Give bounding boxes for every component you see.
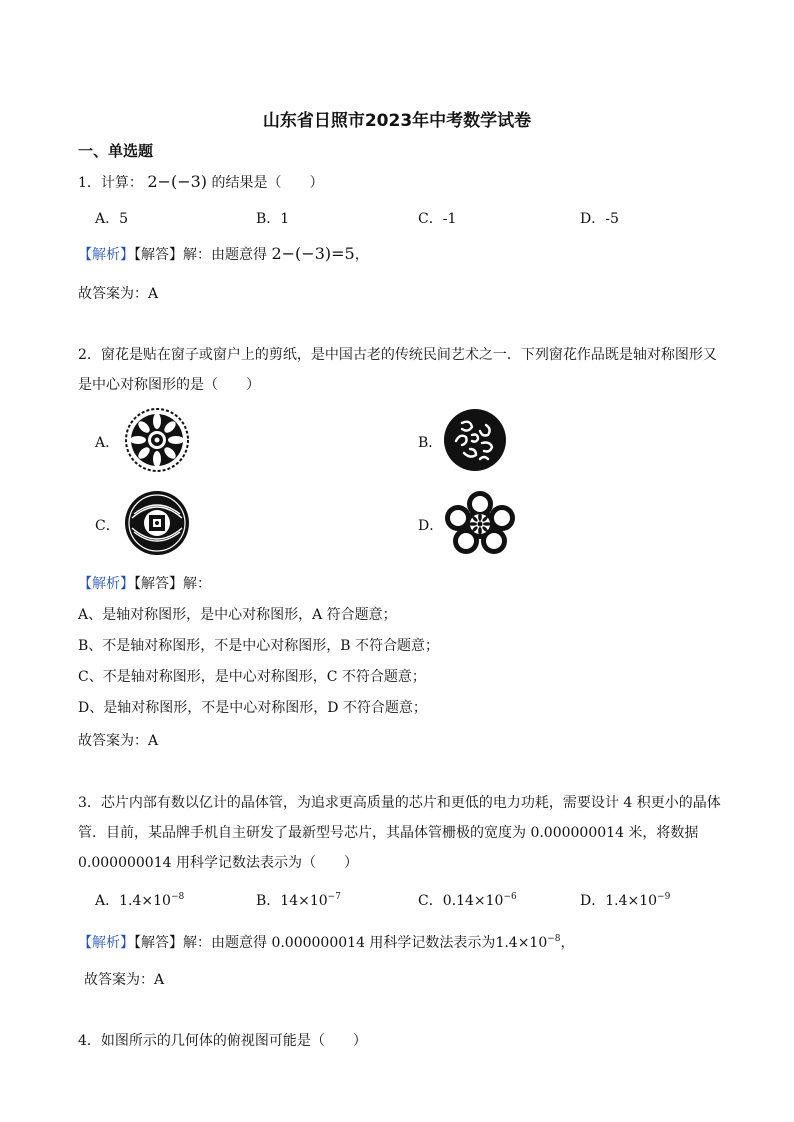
q3-option-c — [418, 890, 517, 910]
q2-solution-line-c: C、不是轴对称图形，是中心对称图形，C 不符合题意； — [78, 669, 426, 685]
q1-solution-prefix: 由题意得 — [211, 247, 267, 263]
q3-option-d-exponent: −9 — [657, 892, 671, 902]
q1-solution-suffix: ， — [354, 247, 369, 263]
q4-stem-line1: 4．如图所示的几何体的俯视图可能是（ ） — [78, 1033, 367, 1049]
q3-solution-prefix: 由题意得 0.000000014 用科学记数法表示为 — [211, 935, 496, 951]
answer-tag: 【解答】 — [134, 576, 183, 592]
q3-stem-line3: 0.000000014 用科学记数法表示为（ ） — [78, 855, 358, 871]
q3-option-b-label: B． — [256, 893, 281, 909]
section-heading: 一、单选题 — [78, 142, 154, 160]
q2-option-d-label: D． — [418, 518, 444, 534]
q1-solution-expression: 2−(−3)=5 — [271, 244, 355, 263]
q1-stem — [78, 172, 323, 192]
q2-solution-line-b: B、不是轴对称图形，不是中心对称图形，B 不符合题意； — [78, 638, 440, 654]
analysis-tag: 【解析】 — [78, 935, 134, 951]
q3-option-c-exponent: −6 — [503, 892, 517, 902]
q2-option-c-label: C． — [95, 518, 120, 534]
papercut-b-image — [442, 407, 508, 473]
q2-solution-header — [78, 573, 211, 593]
q3-option-b-exponent: −7 — [327, 892, 341, 902]
q1-answer: 故答案为：A — [78, 286, 159, 302]
page-title: 山东省日照市2023年中考数学试卷 — [262, 111, 532, 131]
q2-answer: 故答案为：A — [78, 733, 159, 749]
q3-option-d — [580, 890, 670, 910]
q2-stem-line1: 2．窗花是贴在窗子或窗户上的剪纸，是中国古老的传统民间艺术之一．下列窗花作品既是轴对称图形又 — [78, 347, 717, 363]
q1-stem-suffix: 的结果是（ ） — [211, 175, 324, 191]
q2-option-b-label: B． — [418, 435, 443, 451]
q1-option-c: C．-1 — [418, 211, 457, 227]
papercut-d-image — [442, 490, 518, 556]
q1-option-d: D．-5 — [580, 211, 619, 227]
q3-option-b-base: 14×10 — [280, 893, 328, 909]
q3-solution-suffix: ， — [560, 935, 575, 951]
q3-stem-line2: 管．目前，某品牌手机自主研发了最新型号芯片，其晶体管栅极的宽度为 0.000000014 米，将数据 — [78, 825, 699, 841]
q3-option-d-base: 1.4×10 — [605, 893, 658, 909]
q3-option-d-label: D． — [580, 893, 606, 909]
q3-solution-base: 1.4×10 — [495, 935, 548, 951]
q2-option-a-label: A． — [95, 435, 120, 451]
q1-solution — [78, 244, 369, 264]
solution-label: 解： — [183, 576, 211, 592]
q2-solution-line-d: D、是轴对称图形，不是中心对称图形，D 不符合题意； — [78, 700, 427, 716]
solution-label: 解： — [183, 935, 211, 951]
analysis-tag: 【解析】 — [78, 247, 134, 263]
answer-tag: 【解答】 — [134, 247, 183, 263]
q3-option-a-exponent: −8 — [170, 892, 185, 902]
q1-option-b: B．1 — [256, 211, 290, 227]
q3-option-c-base: 0.14×10 — [442, 893, 504, 909]
q3-option-a-base: 1.4×10 — [119, 893, 171, 909]
solution-label: 解： — [183, 247, 211, 263]
papercut-a-image — [124, 407, 190, 473]
q3-solution-exponent: −8 — [547, 934, 561, 944]
q3-option-a-label: A． — [95, 893, 120, 909]
answer-tag: 【解答】 — [134, 935, 183, 951]
q2-solution-line-a: A、是轴对称图形，是中心对称图形，A 符合题意； — [78, 607, 397, 623]
q3-solution — [78, 932, 575, 952]
q2-stem-line2: 是中心对称图形的是（ ） — [78, 377, 260, 393]
q3-option-c-label: C． — [418, 893, 443, 909]
q1-expression: 2−(−3) — [147, 172, 208, 191]
q3-answer: 故答案为：A — [84, 972, 165, 988]
q1-stem-prefix: 1．计算： — [78, 175, 143, 191]
q3-option-b — [256, 890, 341, 910]
q3-option-a — [95, 890, 184, 910]
analysis-tag: 【解析】 — [78, 576, 134, 592]
q3-stem-line1: 3．芯片内部有数以亿计的晶体管，为追求更高质量的芯片和更低的电力功耗，需要设计 4 积更小的晶体 — [78, 795, 721, 811]
papercut-c-image — [124, 490, 190, 556]
q1-option-a: A．5 — [95, 211, 129, 227]
